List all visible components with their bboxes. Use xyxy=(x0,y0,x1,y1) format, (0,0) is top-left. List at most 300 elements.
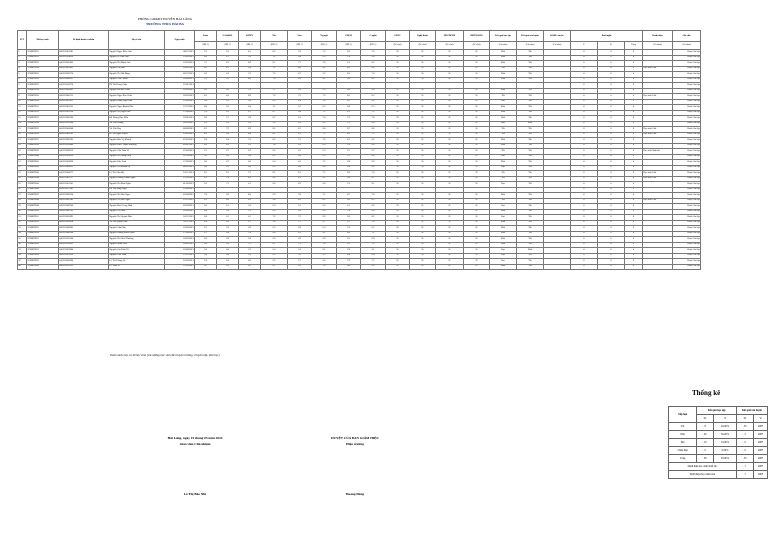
stats-excellent-count: 1 xyxy=(736,463,753,471)
row-score: 8.7 xyxy=(261,61,288,67)
footnote: Danh sách này có 40 học sinh (trả những học sinh đã chuyển trường, chuyển lớp, thôi học) xyxy=(110,353,220,357)
row-absence-p: 0 xyxy=(571,209,598,215)
row-score: 6.7 xyxy=(288,105,312,111)
row-note: Được lên lớp xyxy=(673,253,701,259)
row-score: 6.0 xyxy=(312,204,337,210)
row-student-id: 3706899945 xyxy=(27,182,59,188)
row-score: 6.0 xyxy=(217,253,239,259)
row-score: 8.1 xyxy=(337,110,361,116)
row-score: 7.5 xyxy=(312,171,337,177)
row-absence-k: 0 xyxy=(598,77,625,83)
row-kqht: Khá xyxy=(490,193,517,199)
row-dob: 08/02/2012 xyxy=(165,165,195,171)
row-score: Đ xyxy=(436,50,464,56)
row-stt: 32 xyxy=(18,220,27,226)
row-score: 8.2 xyxy=(361,77,386,83)
row-score: 6.1 xyxy=(361,182,386,188)
row-score: Đ xyxy=(436,204,464,210)
row-cccd: 045312002031 xyxy=(59,165,109,171)
row-kqrl: Tốt xyxy=(517,66,544,72)
row-score: 5.8 xyxy=(195,253,217,259)
row-score: Đ xyxy=(464,171,490,177)
row-absence-k: 0 xyxy=(598,226,625,232)
stats-kqht-count: 20 xyxy=(697,431,714,439)
row-note: Được lên lớp xyxy=(673,160,701,166)
row-dob: 03/01/2012 xyxy=(165,143,195,149)
row-score: 8.3 xyxy=(361,198,386,204)
stats-pct: % xyxy=(754,415,768,423)
row-score: Đ xyxy=(464,127,490,133)
col-cccd: Số định danh cá nhân xyxy=(59,31,109,50)
col-subheader: (HK 1) xyxy=(312,42,337,50)
row-absence-total: 0 xyxy=(625,220,643,226)
row-score: 9.0 xyxy=(337,215,361,221)
row-score: 6.9 xyxy=(288,88,312,94)
row-score: Đ xyxy=(386,116,410,122)
row-kqrl: Khá xyxy=(517,248,544,254)
row-score: 7.4 xyxy=(361,72,386,78)
row-score: Đ xyxy=(410,193,436,199)
row-score: 6.5 xyxy=(195,264,217,270)
row-score: 6.6 xyxy=(217,220,239,226)
row-title: Học sinh Giỏi xyxy=(643,127,673,133)
row-kqrl: Tốt xyxy=(517,226,544,232)
stats-row xyxy=(669,423,768,431)
row-kqht: Khá xyxy=(490,110,517,116)
row-score: 6.4 xyxy=(261,248,288,254)
row-score: 5.5 xyxy=(288,204,312,210)
row-score: 8.0 xyxy=(239,77,261,83)
row-dob: 08/08/2012 xyxy=(165,127,195,133)
row-absence-k: 0 xyxy=(598,220,625,226)
row-absence-k: 0 xyxy=(598,143,625,149)
row-name: Nguyễn Thị Khánh Ly xyxy=(109,165,165,171)
row-score: 6.6 xyxy=(195,72,217,78)
col-note-sub: (Cả năm) xyxy=(673,42,701,50)
row-score: 8.2 xyxy=(361,215,386,221)
row-kqrl: Tốt xyxy=(517,160,544,166)
row-cccd: 045312020824 xyxy=(59,220,109,226)
row-score: 8.1 xyxy=(288,132,312,138)
row-score: 6.6 xyxy=(195,55,217,61)
row-stt: 27 xyxy=(18,193,27,199)
row-score: 7.1 xyxy=(261,66,288,72)
row-absence-total: 0 xyxy=(625,110,643,116)
row-student-id: 3706899958 xyxy=(27,253,59,259)
col-title-sub: (Cả năm) xyxy=(643,42,673,50)
row-stt: 9 xyxy=(18,94,27,100)
row-student-id: 3706899959 xyxy=(27,259,59,265)
row-score: 6.8 xyxy=(361,237,386,243)
row-score: 6.9 xyxy=(361,143,386,149)
row-score: 7.6 xyxy=(361,171,386,177)
row-score: Đ xyxy=(410,55,436,61)
stats-sl: SL xyxy=(736,415,753,423)
row-kqrl: Tốt xyxy=(517,149,544,155)
row-score: 8.1 xyxy=(312,66,337,72)
row-cccd: 045312001230 xyxy=(59,110,109,116)
row-score: Đ xyxy=(436,121,464,127)
row-dob: 02/09/2012 xyxy=(165,204,195,210)
row-cccd: 045312001381 xyxy=(59,50,109,56)
row-score: 6.9 xyxy=(337,50,361,56)
row-score: Đ xyxy=(410,149,436,155)
row-kqht: Đạt xyxy=(490,253,517,259)
row-note: Được lên lớp xyxy=(673,116,701,122)
row-score: 6.9 xyxy=(361,160,386,166)
row-score: 9.1 xyxy=(337,220,361,226)
row-kqht: Đạt xyxy=(490,248,517,254)
row-score: Đ xyxy=(436,231,464,237)
row-title: Học sinh Xuất sắc xyxy=(643,149,673,155)
col-absence-sub: K xyxy=(598,42,625,50)
row-score: 7.7 xyxy=(288,61,312,67)
row-score: 6.9 xyxy=(217,264,239,270)
row-note: Được lên lớp xyxy=(673,94,701,100)
row-score: Đ xyxy=(436,55,464,61)
row-score: 6.2 xyxy=(312,121,337,127)
row-kqrl: Tốt xyxy=(517,138,544,144)
col-subheader: (Đ/ chđ) xyxy=(436,42,464,50)
row-student-id: 3706899946 xyxy=(27,187,59,193)
row-score: 6.7 xyxy=(261,116,288,122)
stats-kqrl-pct: REF xyxy=(754,447,768,455)
row-score: 6.9 xyxy=(288,77,312,83)
row-kqrl: Tốt xyxy=(517,94,544,100)
row-score: Đ xyxy=(436,220,464,226)
row-kqrl: Tốt xyxy=(517,72,544,78)
stats-kqrl-pct: REF xyxy=(754,423,768,431)
row-cccd: 045312006627 xyxy=(59,77,109,83)
row-absence-k: 0 xyxy=(598,182,625,188)
row-dob: 07/05/2012 xyxy=(165,138,195,144)
row-score: Đ xyxy=(436,132,464,138)
row-score: 5.6 xyxy=(288,248,312,254)
row-absence-total: 0 xyxy=(625,165,643,171)
row-score: 7.7 xyxy=(261,88,288,94)
row-cccd: 045312005143 xyxy=(59,198,109,204)
principal-role: Hiệu trưởng xyxy=(346,442,364,446)
row-score: 7.0 xyxy=(239,55,261,61)
row-score: 7.5 xyxy=(361,132,386,138)
row-score: 8.9 xyxy=(239,127,261,133)
row-score: 6.6 xyxy=(217,72,239,78)
row-score: Đ xyxy=(436,160,464,166)
row-stt: 17 xyxy=(18,138,27,144)
row-score: 7.1 xyxy=(261,105,288,111)
row-dob: 26/06/2012 xyxy=(165,209,195,215)
row-absence-k: 0 xyxy=(598,149,625,155)
row-score: 6.6 xyxy=(261,99,288,105)
row-score: Đ xyxy=(410,264,436,270)
row-score: 8.3 xyxy=(288,198,312,204)
row-kqht: Tốt xyxy=(490,176,517,182)
row-score: 8.2 xyxy=(361,138,386,144)
row-score: 7.0 xyxy=(239,231,261,237)
row-cccd: 045312007821 xyxy=(59,99,109,105)
row-dob: 01/06/2012 xyxy=(165,182,195,188)
row-absence-total: 0 xyxy=(625,149,643,155)
grades-table xyxy=(17,30,701,270)
row-kqht: Khá xyxy=(490,209,517,215)
school-name: TRƯỜNG THCS HẢI BA xyxy=(146,22,184,26)
row-score: 8.1 xyxy=(195,176,217,182)
row-absence-p: 0 xyxy=(571,72,598,78)
row-score: 8.7 xyxy=(337,127,361,133)
row-absence-p: 0 xyxy=(571,127,598,133)
row-score: 6.4 xyxy=(288,110,312,116)
row-score: 7.2 xyxy=(361,110,386,116)
row-note: Được lên lớp xyxy=(673,105,701,111)
stats-row xyxy=(669,431,768,439)
row-absence-p: 0 xyxy=(571,160,598,166)
row-score: 8.6 xyxy=(261,176,288,182)
row-score: Đ xyxy=(436,143,464,149)
row-score: 7.8 xyxy=(361,220,386,226)
row-score: Đ xyxy=(386,132,410,138)
row-score: Đ xyxy=(410,237,436,243)
row-note: Được lên lớp xyxy=(673,138,701,144)
row-note: Được lên lớp xyxy=(673,220,701,226)
row-score: 6.1 xyxy=(288,231,312,237)
row-score: Đ xyxy=(386,149,410,155)
row-score: 7.2 xyxy=(361,259,386,265)
row-score: Đ xyxy=(386,77,410,83)
row-title: Học sinh Giỏi xyxy=(643,171,673,177)
row-name: Nguyễn Ngọc Bảo Châu xyxy=(109,94,165,100)
row-stt: 16 xyxy=(18,132,27,138)
row-note: Được lên lớp xyxy=(673,264,701,270)
row-score: 6.9 xyxy=(288,226,312,232)
row-absence-k: 0 xyxy=(598,88,625,94)
row-score: Đ xyxy=(410,154,436,160)
row-score: 6.6 xyxy=(361,165,386,171)
row-score: Đ xyxy=(410,66,436,72)
row-score: 8.1 xyxy=(261,171,288,177)
row-score: Đ xyxy=(464,110,490,116)
row-absence-p: 0 xyxy=(571,77,598,83)
row-kqht: Đạt xyxy=(490,165,517,171)
row-score: 6.1 xyxy=(239,143,261,149)
row-kqrl: Tốt xyxy=(517,132,544,138)
stats-kqrl-pct: REF xyxy=(754,431,768,439)
row-score: 6.5 xyxy=(361,105,386,111)
stats-excellent-pct: REF xyxy=(754,463,768,471)
row-absence-total: 0 xyxy=(625,248,643,254)
row-score: Đ xyxy=(410,77,436,83)
row-student-id: 3706899957 xyxy=(27,248,59,254)
row-stt: 38 xyxy=(18,253,27,259)
row-note: Được lên lớp xyxy=(673,231,701,237)
row-student-id: 3706899936 xyxy=(27,132,59,138)
row-score: Đ xyxy=(464,264,490,270)
row-score: 6.6 xyxy=(239,149,261,155)
row-cccd: 045312001059 xyxy=(59,154,109,160)
row-score: 8.1 xyxy=(337,61,361,67)
row-score: Đ xyxy=(436,127,464,133)
row-dob: 28/03/2012 xyxy=(165,94,195,100)
row-name: Nguyễn Thị Như xyxy=(109,209,165,215)
row-student-id: 3706899950 xyxy=(27,209,59,215)
row-kqrl: Tốt xyxy=(517,61,544,67)
row-score: 6.8 xyxy=(195,209,217,215)
row-name: Nguyễn Thị Hải Băng xyxy=(109,72,165,78)
row-score: 7.0 xyxy=(312,264,337,270)
row-kqrl: Tốt xyxy=(517,237,544,243)
row-stt: 31 xyxy=(18,215,27,221)
row-dob: 10/01/2012 xyxy=(165,242,195,248)
row-score: Đ xyxy=(436,66,464,72)
row-score: 6.9 xyxy=(217,88,239,94)
row-note: Được lên lớp xyxy=(673,99,701,105)
row-score: Đ xyxy=(410,226,436,232)
row-student-id: 3706899923 xyxy=(27,61,59,67)
row-kqrl: Tốt xyxy=(517,116,544,122)
row-score: 5.6 xyxy=(195,182,217,188)
col-subject: Tin xyxy=(261,31,288,42)
row-score: Đ xyxy=(464,220,490,226)
row-dob: 06/12/2012 xyxy=(165,72,195,78)
row-absence-k: 0 xyxy=(598,55,625,61)
row-student-id: 3706899935 xyxy=(27,127,59,133)
row-score: Đ xyxy=(386,99,410,105)
row-score: 7.7 xyxy=(288,220,312,226)
row-kqht: Khá xyxy=(490,264,517,270)
row-kqrl: Tốt xyxy=(517,99,544,105)
row-absence-k: 0 xyxy=(598,204,625,210)
row-cccd: 045312009919 xyxy=(59,149,109,155)
row-score: 8.5 xyxy=(261,127,288,133)
col-dob: Ngày sinh xyxy=(165,31,195,50)
row-score: Đ xyxy=(436,215,464,221)
col-kqrl: Kết quả rèn luyện xyxy=(517,31,544,42)
col-absence-sub: Tổng xyxy=(625,42,643,50)
stats-row xyxy=(669,447,768,455)
row-score: 7.2 xyxy=(312,110,337,116)
row-score: 7.3 xyxy=(239,171,261,177)
col-note: Ghi chú xyxy=(673,31,701,42)
row-absence-p: 0 xyxy=(571,143,598,149)
col-kqhe: KQRL sau hè xyxy=(544,31,571,42)
row-score: Đ xyxy=(436,61,464,67)
row-student-id: 3706899944 xyxy=(27,176,59,182)
row-name: Nguyễn Phúc Thành Khương xyxy=(109,143,165,149)
row-stt: 22 xyxy=(18,165,27,171)
row-score: 9.4 xyxy=(239,66,261,72)
row-score: 6.3 xyxy=(312,154,337,160)
row-score: 6.7 xyxy=(239,110,261,116)
row-absence-k: 0 xyxy=(598,99,625,105)
row-absence-p: 0 xyxy=(571,165,598,171)
row-score: Đ xyxy=(436,149,464,155)
row-score: 6.1 xyxy=(195,226,217,232)
row-score: 6.4 xyxy=(239,105,261,111)
row-stt: 18 xyxy=(18,143,27,149)
row-score: Đ xyxy=(464,154,490,160)
row-score: 5.8 xyxy=(195,248,217,254)
row-score: 6.7 xyxy=(261,242,288,248)
row-score: 7.3 xyxy=(312,50,337,56)
row-score: Đ xyxy=(410,231,436,237)
row-score: 6.0 xyxy=(288,154,312,160)
row-score: 6.4 xyxy=(217,138,239,144)
row-score: 6.0 xyxy=(195,204,217,210)
row-score: 6.7 xyxy=(312,220,337,226)
row-absence-k: 0 xyxy=(598,215,625,221)
row-score: Đ xyxy=(464,50,490,56)
row-absence-k: 0 xyxy=(598,187,625,193)
row-score: Đ xyxy=(410,110,436,116)
row-score: Đ xyxy=(436,242,464,248)
row-score: Đ xyxy=(386,176,410,182)
row-score: 8.0 xyxy=(239,132,261,138)
row-score: 8.4 xyxy=(337,253,361,259)
row-score: Đ xyxy=(386,226,410,232)
row-name: Nguyễn Thị Hồng Linh xyxy=(109,154,165,160)
row-dob: 27/02/2012 xyxy=(165,264,195,270)
row-score: 7.0 xyxy=(288,50,312,56)
row-absence-total: 0 xyxy=(625,237,643,243)
row-cccd: 045312003830 xyxy=(59,160,109,166)
row-score: Đ xyxy=(386,72,410,78)
row-score: Đ xyxy=(410,171,436,177)
row-cccd: 045312009195 xyxy=(59,138,109,144)
row-score: Đ xyxy=(436,88,464,94)
row-score: 6.7 xyxy=(217,160,239,166)
row-score: 8.2 xyxy=(312,176,337,182)
row-score: 6.5 xyxy=(337,99,361,105)
stats-label: Khá xyxy=(669,431,697,439)
row-absence-total: 0 xyxy=(625,132,643,138)
row-stt: 29 xyxy=(18,204,27,210)
row-score: 6.9 xyxy=(288,237,312,243)
row-score: 5.6 xyxy=(261,220,288,226)
row-score: 9.0 xyxy=(337,264,361,270)
row-score: 7.2 xyxy=(361,242,386,248)
row-score: Đ xyxy=(436,138,464,144)
row-absence-p: 0 xyxy=(571,215,598,221)
row-student-id: 3706899927 xyxy=(27,83,59,89)
row-kqrl: Tốt xyxy=(517,143,544,149)
row-kqrl: Tốt xyxy=(517,176,544,182)
row-absence-p: 0 xyxy=(571,231,598,237)
row-dob: 26/08/2012 xyxy=(165,248,195,254)
row-absence-total: 0 xyxy=(625,121,643,127)
row-absence-p: 0 xyxy=(571,187,598,193)
row-score: 7.3 xyxy=(195,50,217,56)
row-score: 6.9 xyxy=(361,264,386,270)
row-stt: 13 xyxy=(18,116,27,122)
row-score: 6.3 xyxy=(261,253,288,259)
row-score: 6.4 xyxy=(312,165,337,171)
row-absence-k: 0 xyxy=(598,165,625,171)
row-score: Đ xyxy=(386,110,410,116)
row-kqrl: Tốt xyxy=(517,88,544,94)
row-score: 6.2 xyxy=(195,121,217,127)
row-student-id: 3706899938 xyxy=(27,143,59,149)
stats-row xyxy=(669,455,768,463)
row-score: Đ xyxy=(464,248,490,254)
row-score: 6.4 xyxy=(288,99,312,105)
row-score: Đ xyxy=(410,259,436,265)
row-absence-p: 0 xyxy=(571,193,598,199)
row-score: 8.2 xyxy=(337,138,361,144)
row-note: Được lên lớp xyxy=(673,165,701,171)
stats-head-type: Xếp loại xyxy=(669,407,697,423)
row-score: 6.2 xyxy=(312,72,337,78)
row-score: 6.8 xyxy=(337,165,361,171)
principal-name: Hoàng Đông xyxy=(345,492,365,496)
